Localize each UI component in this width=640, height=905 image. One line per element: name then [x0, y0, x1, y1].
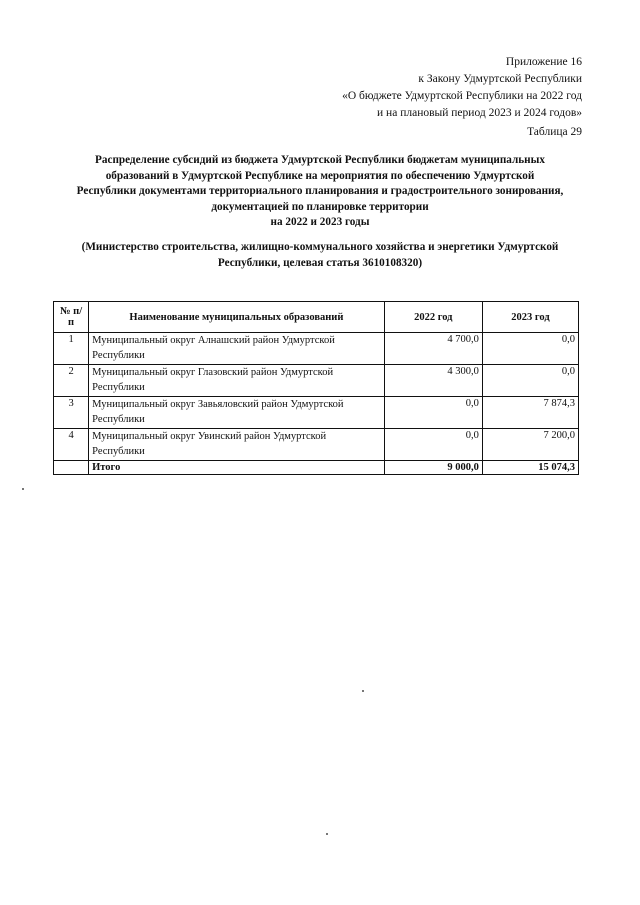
row-2023: 7 874,3: [482, 397, 578, 429]
total-2023: 15 074,3: [482, 461, 578, 475]
appendix-line-1: Приложение 16: [505, 56, 582, 68]
row-2022: 4 700,0: [384, 333, 482, 365]
scan-speck: [22, 488, 24, 490]
row-2022: 0,0: [384, 397, 482, 429]
ministry-note: [52, 240, 588, 271]
total-label: Итого: [89, 461, 385, 475]
row-name: Муниципальный округ Завьяловский район Удмуртской Республики: [89, 397, 385, 429]
row-name: Муниципальный округ Алнашский район Удмуртской Республики: [89, 333, 385, 365]
title-line-2: образований в Удмуртской Республике на мероприятия по обеспечению Удмуртской: [105, 169, 535, 182]
appendix-line-4: и на плановый период 2023 и 2024 годов»: [377, 107, 582, 119]
title-line-5: на 2022 и 2023 годы: [270, 216, 370, 229]
appendix-header: [342, 54, 582, 122]
title-line-3: Республики документами территориального планирования и градостроительного зонирования,: [76, 185, 564, 198]
row-2023: 7 200,0: [482, 429, 578, 461]
row-2023: 0,0: [482, 365, 578, 397]
ministry-line-1: (Министерство строительства, жилищно-коммунального хозяйства и энергетики Удмуртской: [81, 241, 559, 253]
total-2022: 9 000,0: [384, 461, 482, 475]
header-2022: 2022 год: [384, 302, 482, 333]
appendix-line-2: к Закону Удмуртской Республики: [418, 73, 582, 85]
title-line-1: Распределение субсидий из бюджета Удмуртской Республики бюджетам муниципальных: [95, 154, 545, 166]
table-row: [54, 429, 579, 461]
row-2023: 0,0: [482, 333, 578, 365]
row-num: 4: [54, 429, 89, 461]
table-row: [54, 333, 579, 365]
row-2022: 4 300,0: [384, 365, 482, 397]
row-num: 1: [54, 333, 89, 365]
row-name: Муниципальный округ Увинский район Удмуртской Республики: [89, 429, 385, 461]
scan-speck: [362, 690, 364, 692]
row-num: 2: [54, 365, 89, 397]
total-num-cell: [54, 461, 89, 475]
table-number: Таблица 29: [527, 126, 582, 138]
document-title: [60, 153, 580, 231]
table-header-row: [54, 302, 579, 333]
header-num: № п/п: [54, 302, 89, 333]
total-row: [54, 461, 579, 475]
scan-speck: [326, 833, 328, 835]
row-name: Муниципальный округ Глазовский район Удмуртской Республики: [89, 365, 385, 397]
row-num: 3: [54, 397, 89, 429]
row-2022: 0,0: [384, 429, 482, 461]
table-row: [54, 365, 579, 397]
header-name: Наименование муниципальных образований: [89, 302, 385, 333]
title-line-4: документацией по планировке территории: [211, 200, 429, 213]
table-row: [54, 397, 579, 429]
header-2023: 2023 год: [482, 302, 578, 333]
ministry-line-2: Республики, целевая статья 3610108320): [217, 256, 423, 269]
appendix-line-3: «О бюджете Удмуртской Республики на 2022 год: [342, 90, 582, 102]
subsidy-table: [53, 301, 579, 475]
